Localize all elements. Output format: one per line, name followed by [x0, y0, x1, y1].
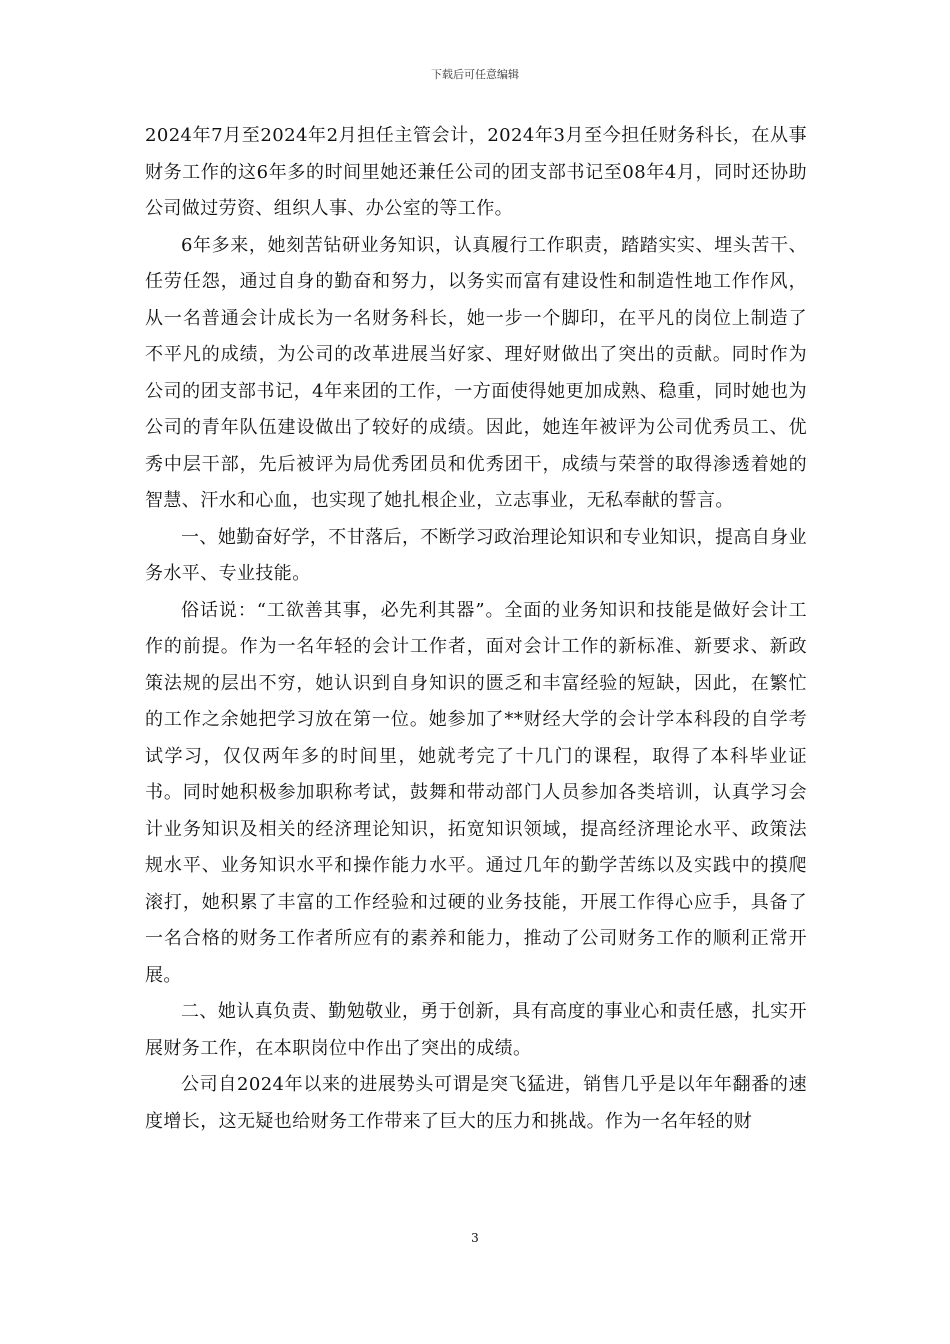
- paragraph-achievements-summary: 6年多来，她刻苦钻研业务知识，认真履行工作职责，踏踏实实、埋头苦干、任劳任怨，通过自身的勤奋和努力，以务实而富有建设性和制造性地工作作风，从一名普通会计成长为一名财务科长，她一步一个脚印，在平凡的岗位上制造了不平凡的成绩，为公司的改革进展当好家、理好财做出了突出的贡献。同时作为公司的团支部书记，4年来团的工作，一方面使得她更加成熟、稳重，同时她也为公司的青年队伍建设做出了较好的成绩。因此，她连年被评为公司优秀员工、优秀中层干部，先后被评为局优秀团员和优秀团干，成绩与荣誉的取得渗透着她的智慧、汗水和心血，也实现了她扎根企业，立志事业，无私奉献的誓言。: [145, 234, 807, 511]
- paragraph-study-details: 俗话说：“工欲善其事，必先利其器”。全面的业务知识和技能是做好会计工作的前提。作为一名年轻的会计工作者，面对会计工作的新标准、新要求、新政策法规的层出不穷，她认识到自身知识的匮乏和丰富经验的短缺，因此，在繁忙的工作之余她把学习放在第一位。她参加了**财经大学的会计学本科段的自学考试学习，仅仅两年多的时间里，她就考完了十几门的课程，取得了本科毕业证书。同时她积极参加职称考试，鼓舞和带动部门人员参加各类培训，认真学习会计业务知识及相关的经济理论知识，拓宽知识领域，提高经济理论水平、政策法规水平、业务知识水平和操作能力水平。通过几年的勤学苦练以及实践中的摸爬滚打，她积累了丰富的工作经验和过硬的业务技能，开展工作得心应手，具备了一名合格的财务工作者所应有的素养和能力，推动了公司财务工作的顺利正常开展。: [145, 599, 807, 986]
- paragraph-section-one-heading: 一、她勤奋好学，不甘落后，不断学习政治理论知识和专业知识，提高自身业务水平、专业技能。: [145, 526, 807, 584]
- paragraph-section-two-heading: 二、她认真负责、勤勉敬业，勇于创新，具有高度的事业心和责任感，扎实开展财务工作，在本职岗位中作出了突出的成绩。: [145, 1001, 807, 1059]
- page-header: 下载后可任意编辑: [431, 68, 519, 81]
- paragraph-employment-history: 2024年7月至2024年2月担任主管会计，2024年3月至今担任财务科长，在从事财务工作的这6年多的时间里她还兼任公司的团支部书记至08年4月，同时还协助公司做过劳资、组织人事、办公室的等工作。: [145, 125, 807, 219]
- paragraph-company-growth: 公司自2024年以来的进展势头可谓是突飞猛进，销售几乎是以年年翻番的速度增长，这无疑也给财务工作带来了巨大的压力和挑战。作为一名年轻的财: [145, 1074, 807, 1132]
- page-number: 3: [471, 1231, 479, 1245]
- document-body: [145, 118, 807, 1140]
